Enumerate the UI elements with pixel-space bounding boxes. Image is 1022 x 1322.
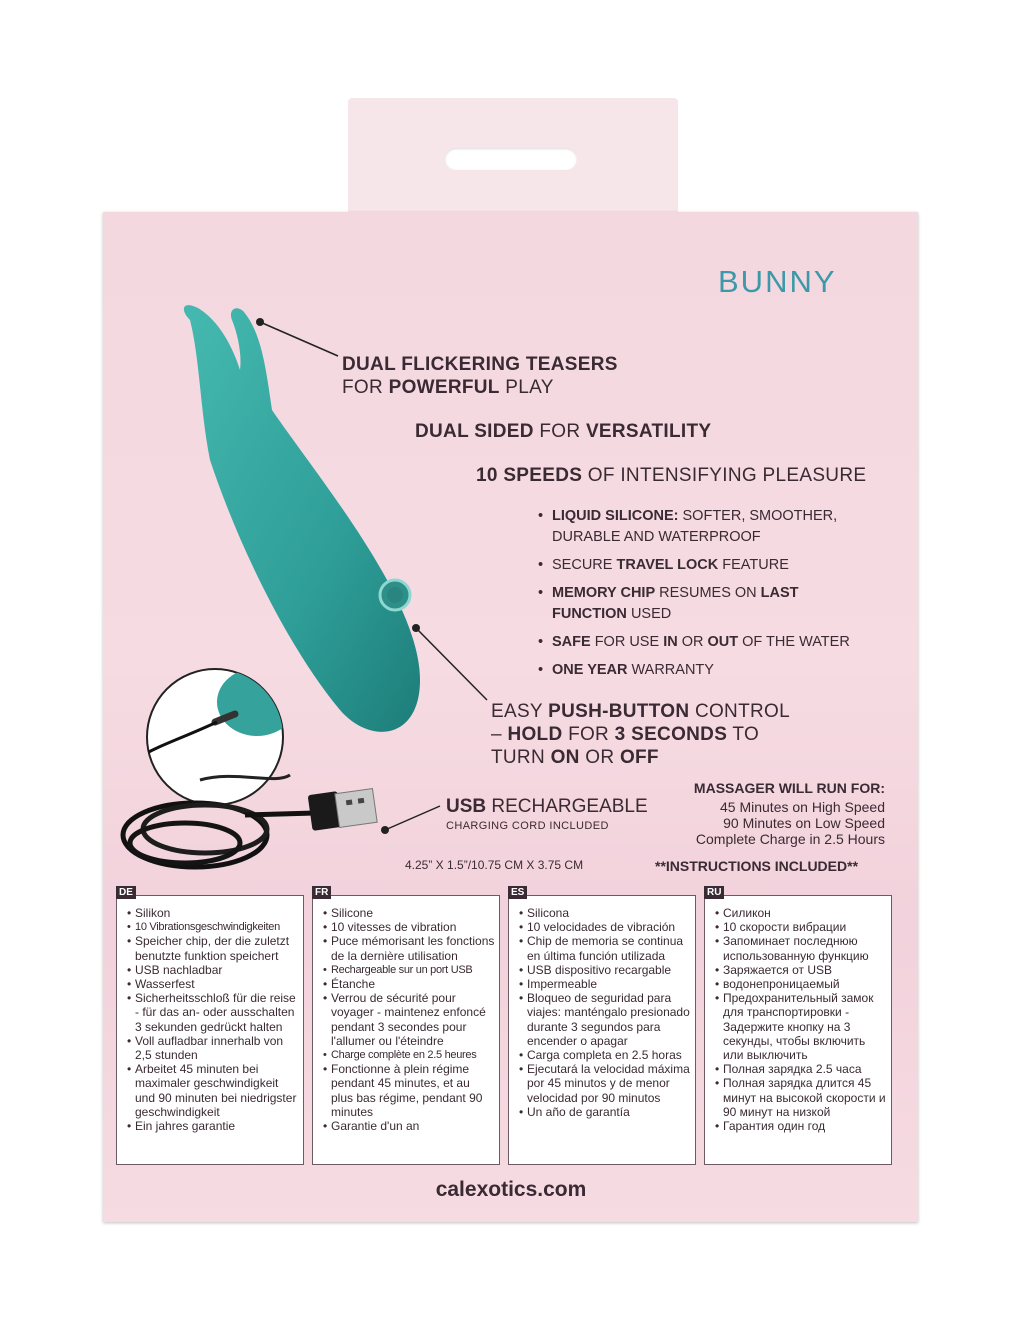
lang-item: • Силикон (715, 906, 887, 920)
usb-rechargeable-title: USB RECHARGEABLE (446, 796, 648, 817)
lang-code: RU (704, 886, 724, 899)
lang-item: • Chip de memoria se continua en última función utilizada (519, 934, 691, 962)
lang-column-ru (704, 887, 892, 1165)
feature-push-button: EASY PUSH-BUTTON CONTROL – HOLD FOR 3 SECONDS TO TURN ON OR OFF (491, 701, 790, 768)
lang-item: • Wasserfest (127, 977, 299, 991)
hang-hole (445, 148, 577, 170)
lang-item: • 10 скорости вибрации (715, 920, 887, 934)
lang-column-fr (312, 887, 500, 1165)
product-title: BUNNY (718, 264, 837, 299)
lang-code: FR (312, 886, 331, 899)
feature-dual-sided: DUAL SIDED FOR VERSATILITY (415, 421, 712, 442)
lang-item: • Arbeitet 45 minuten bei maximaler geschwindigkeit und 90 minuten bei niedrigster geschwindigkeit (127, 1062, 299, 1119)
lang-item: • USB dispositivo recargable (519, 963, 691, 977)
lang-item: • Silikon (127, 906, 299, 920)
run-time-line: 45 Minutes on High Speed (720, 799, 885, 815)
bullet-warranty: • ONE YEAR WARRANTY (538, 660, 868, 681)
feature-teasers: DUAL FLICKERING TEASERS FOR POWERFUL PLAY (342, 354, 618, 398)
dimensions: 4.25” X 1.5”/10.75 CM X 3.75 CM (405, 858, 584, 872)
lang-item: • Bloqueo de seguridad para viajes: manténgalo presionado durante 3 segundos para encender o apagar (519, 991, 691, 1048)
feature-bullets (538, 506, 868, 688)
lang-item: • Ein jahres garantie (127, 1119, 299, 1133)
lang-item: • 10 velocidades de vibración (519, 920, 691, 934)
lang-item: • Charge complète en 2.5 heures (323, 1048, 495, 1062)
feature-speeds: 10 SPEEDS OF INTENSIFYING PLEASURE (476, 465, 867, 486)
usb-subtitle: CHARGING CORD INCLUDED (446, 820, 609, 832)
lang-item: • Fonctionne à plein régime pendant 45 minutes, et au plus bas régime, pendant 90 minutes (323, 1062, 495, 1119)
lang-item: • USB nachladbar (127, 963, 299, 977)
run-time-block (640, 780, 885, 847)
lang-item: • Étanche (323, 977, 495, 991)
usb-cable-image (115, 765, 385, 875)
lang-item: • Speicher chip, der die zuletzt benutzte funktion speichert (127, 934, 299, 962)
lang-item: • Гарантия один год (715, 1119, 887, 1133)
lang-item: • Заряжается от USB (715, 963, 887, 977)
lang-item: • Impermeable (519, 977, 691, 991)
lang-item: • Voll aufladbar innerhalb von 2,5 stunden (127, 1034, 299, 1062)
lang-code: DE (116, 886, 136, 899)
lang-item: • Verrou de sécurité pour voyager - maintenez enfoncé pendant 3 secondes pour l'allumer ou l'éteindre (323, 991, 495, 1048)
website: calexotics.com (435, 1178, 587, 1201)
run-time-heading: MASSAGER WILL RUN FOR: (693, 780, 885, 796)
lang-item: • Rechargeable sur un port USB (323, 963, 495, 977)
run-time-line: Complete Charge in 2.5 Hours (695, 831, 885, 847)
lang-item: • водонепроницаемый (715, 977, 887, 991)
bullet-water: • SAFE FOR USE IN OR OUT OF THE WATER (538, 632, 868, 653)
lang-item: • Полная зарядка длится 45 минут на высокой скорости и 90 минут на низкой (715, 1076, 887, 1119)
lang-item: • Silicona (519, 906, 691, 920)
lang-item: • Silicone (323, 906, 495, 920)
lang-column-es (508, 887, 696, 1165)
lang-item: • Запоминает последнюю использованную функцию (715, 934, 887, 962)
lang-item: • 10 vitesses de vibration (323, 920, 495, 934)
bullet-memory-chip: • MEMORY CHIP RESUMES ON LAST FUNCTION USED (538, 583, 868, 625)
bullet-silicone: • LIQUID SILICONE: SOFTER, SMOOTHER, DURABLE AND WATERPROOF (538, 506, 868, 548)
lang-item: • Carga completa en 2.5 horas (519, 1048, 691, 1062)
lang-item: • Puce mémorisant les fonctions de la dernière utilisation (323, 934, 495, 962)
lang-item: • 10 Vibrationsgeschwindigkeiten (127, 920, 299, 934)
run-time-line: 90 Minutes on Low Speed (723, 815, 885, 831)
lang-column-de (116, 887, 304, 1165)
lang-item: • Предохранительный замок для транспортировки - Задержите кнопку на 3 секунды, чтобы включить или выключить (715, 991, 887, 1062)
instructions-note: **INSTRUCTIONS INCLUDED** (655, 858, 859, 874)
lang-item: • Un año de garantía (519, 1105, 691, 1119)
lang-item: • Ejecutará la velocidad máxima por 45 minutos y de menor velocidad por 90 minutos (519, 1062, 691, 1105)
lang-code: ES (508, 886, 527, 899)
bullet-travel-lock: • SECURE TRAVEL LOCK FEATURE (538, 555, 868, 576)
lang-item: • Полная зарядка 2.5 часа (715, 1062, 887, 1076)
lang-item: • Sicherheitsschloß für die reise - für das an- oder ausschalten 3 sekunden gedrückt halten (127, 991, 299, 1034)
lang-item: • Garantie d'un an (323, 1119, 495, 1133)
